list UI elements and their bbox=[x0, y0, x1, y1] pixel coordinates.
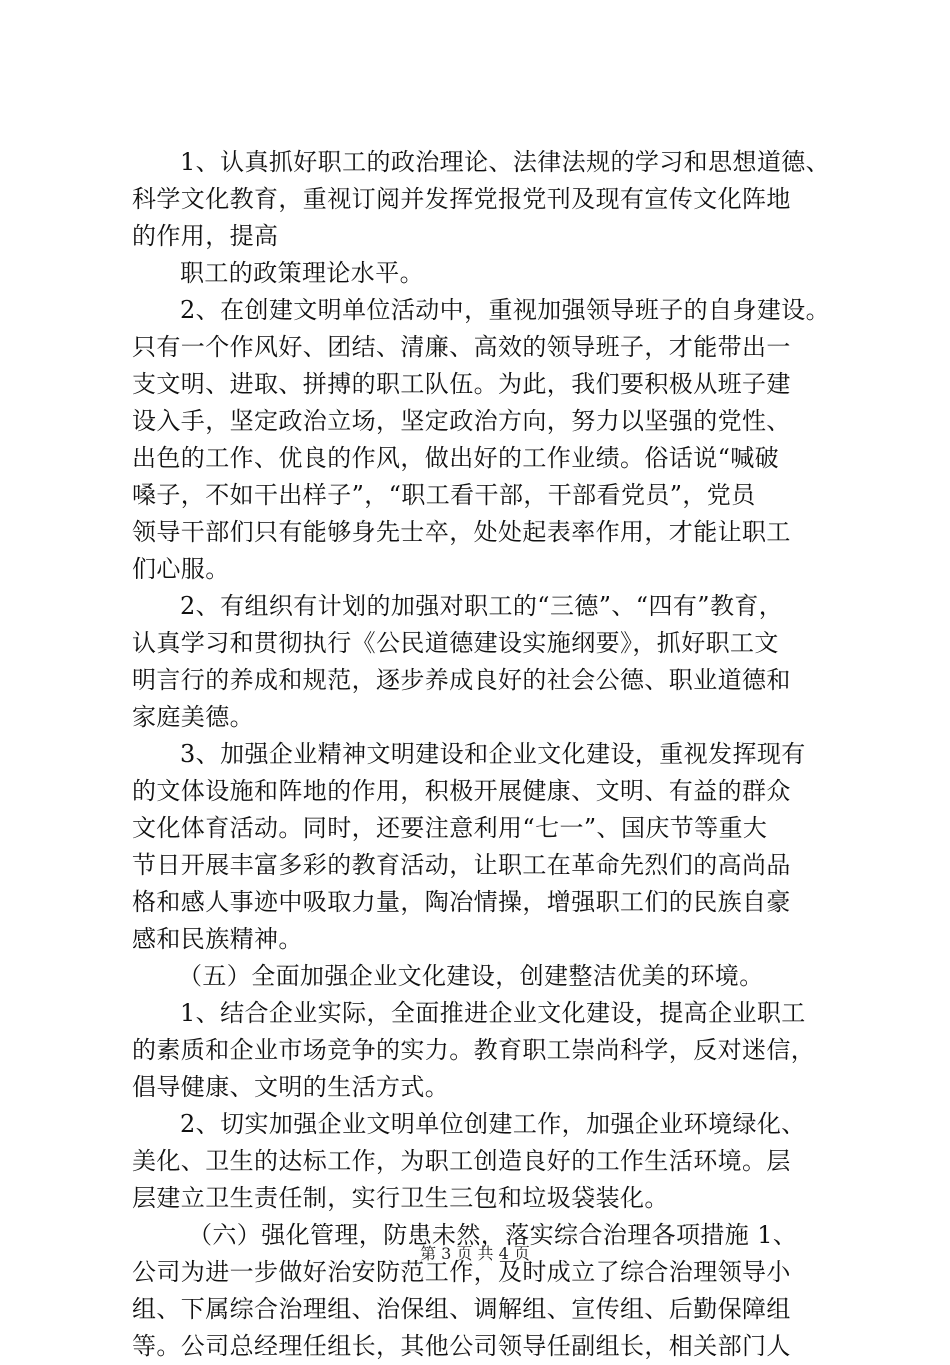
text-line: 家庭美德。 bbox=[132, 703, 254, 731]
text-line: 只有一个作风好、团结、清廉、高效的领导班子，才能带出一 bbox=[132, 333, 791, 361]
section-heading: （六）强化管理，防患未然，落实综合治理各项措施 1、 bbox=[188, 1221, 798, 1249]
text-line: 设入手，坚定政治立场，坚定政治方向，努力以坚强的党性、 bbox=[132, 407, 791, 435]
text-line: 的素质和企业市场竞争的实力。教育职工崇尚科学，反对迷信， bbox=[132, 1036, 816, 1064]
document-body bbox=[132, 144, 832, 1365]
text-line: 明言行的养成和规范，逐步养成良好的社会公德、职业道德和 bbox=[132, 666, 791, 694]
text-line: 文化体育活动。同时，还要注意利用“七一”、国庆节等重大 bbox=[132, 814, 768, 842]
text-line: 职工的政策理论水平。 bbox=[180, 259, 424, 287]
text-line: 领导干部们只有能够身先士卒，处处起表率作用，才能让职工 bbox=[132, 518, 791, 546]
text-line: 感和民族精神。 bbox=[132, 925, 303, 953]
text-line: 们心服。 bbox=[132, 555, 230, 583]
text-line: 1、结合企业实际，全面推进企业文化建设，提高企业职工 bbox=[180, 999, 806, 1027]
section-heading: （五）全面加强企业文化建设，创建整洁优美的环境。 bbox=[178, 962, 764, 990]
text-line: 科学文化教育，重视订阅并发挥党报党刊及现有宣传文化阵地 bbox=[132, 185, 791, 213]
text-line: 节日开展丰富多彩的教育活动，让职工在革命先烈们的高尚品 bbox=[132, 851, 791, 879]
text-line: 的文体设施和阵地的作用，积极开展健康、文明、有益的群众 bbox=[132, 777, 791, 805]
text-line: 认真学习和贯彻执行《公民道德建设实施纲要》，抓好职工文 bbox=[132, 629, 779, 657]
page-number-label: 第 3 页 共 4 页 bbox=[420, 1244, 530, 1263]
text-line: 的作用，提高 bbox=[132, 222, 279, 250]
text-line: 等。公司总经理任组长，其他公司领导任副组长，相关部门人 bbox=[132, 1332, 791, 1360]
text-line: 公司为进一步做好治安防范工作，及时成立了综合治理领导小 bbox=[132, 1258, 791, 1286]
text-line: 格和感人事迹中吸取力量，陶冶情操，增强职工们的民族自豪 bbox=[132, 888, 791, 916]
text-line: 1、认真抓好职工的政治理论、法律法规的学习和思想道德、 bbox=[180, 148, 831, 176]
text-line: 3、加强企业精神文明建设和企业文化建设，重视发挥现有 bbox=[180, 740, 806, 768]
text-line: 组、下属综合治理组、治保组、调解组、宣传组、后勤保障组 bbox=[132, 1295, 791, 1323]
text-line: 2、切实加强企业文明单位创建工作，加强企业环境绿化、 bbox=[180, 1110, 806, 1138]
text-line: 层建立卫生责任制，实行卫生三包和垃圾袋装化。 bbox=[132, 1184, 669, 1212]
page-footer bbox=[0, 1244, 950, 1264]
text-line: 支文明、进取、拼搏的职工队伍。为此，我们要积极从班子建 bbox=[132, 370, 791, 398]
text-line: 出色的工作、优良的作风，做出好的工作业绩。俗话说“喊破 bbox=[132, 444, 780, 472]
text-line: 嗓子，不如干出样子”，“职工看干部，干部看党员”，党员 bbox=[132, 481, 756, 509]
text-line: 美化、卫生的达标工作，为职工创造良好的工作生活环境。层 bbox=[132, 1147, 791, 1175]
text-line: 2、有组织有计划的加强对职工的“三德”、“四有”教育， bbox=[180, 592, 784, 620]
text-line: 倡导健康、文明的生活方式。 bbox=[132, 1073, 450, 1101]
text-line: 2、在创建文明单位活动中，重视加强领导班子的自身建设。 bbox=[180, 296, 831, 324]
